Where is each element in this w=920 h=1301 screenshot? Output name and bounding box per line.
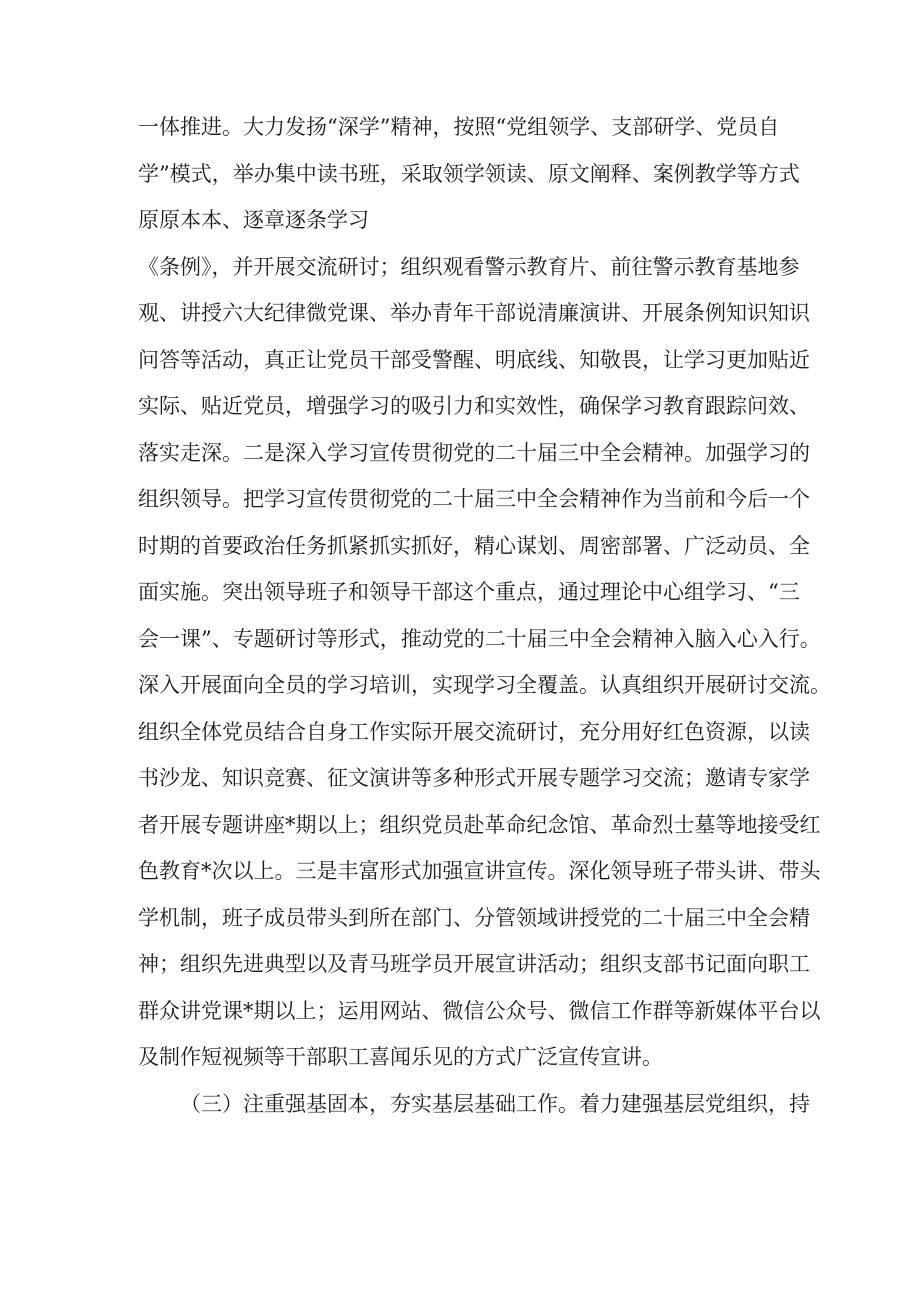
text-line: 观、讲授六大纪律微党课、举办青年干部说清廉演讲、开展条例知识知识 — [138, 301, 810, 325]
text-line: 组织全体党员结合自身工作实际开展交流研讨，充分用好红色资源，以读 — [138, 719, 810, 744]
text-line: 学机制，班子成员带头到所在部门、分管领域讲授党的二十届三中全会精 — [138, 905, 810, 930]
text-line: 面实施。突出领导班子和领导干部这个重点，通过理论中心组学习、“三 — [138, 580, 800, 604]
text-line: 者开展专题讲座*期以上；组织党员赴革命纪念馆、革命烈士墓等地接受红 — [138, 812, 821, 837]
text-line: 深入开展面向全员的学习培训，实现学习全覆盖。认真组织开展研讨交流。 — [138, 673, 831, 697]
section-heading-line: （三）注重强基固本，夯实基层基础工作。着力建强基层党组织，持 — [180, 1091, 810, 1116]
text-line: 一体推进。大力发扬“深学”精神，按照“党组领学、支部研学、党员自 — [138, 115, 780, 139]
text-line: 原原本本、逐章逐条学习 — [138, 208, 369, 232]
text-line: 实际、贴近党员，增强学习的吸引力和实效性，确保学习教育跟踪问效、 — [138, 394, 810, 418]
text-line: 问答等活动，真正让党员干部受警醒、明底线、知敬畏，让学习更加贴近 — [138, 347, 810, 372]
text-line: 组织领导。把学习宣传贯彻党的二十届三中全会精神作为当前和今后一个 — [138, 487, 810, 511]
text-line: 及制作短视频等干部职工喜闻乐见的方式广泛宣传宣讲。 — [138, 1045, 663, 1069]
text-line: 书沙龙、知识竞赛、征文演讲等多种形式开展专题学习交流；邀请专家学 — [138, 766, 810, 790]
body-text — [138, 104, 831, 1127]
text-line: 时期的首要政治任务抓紧抓实抓好，精心谋划、周密部署、广泛动员、全 — [138, 533, 810, 558]
text-line: 会一课”、专题研讨等形式，推动党的二十届三中全会精神入脑入心入行。 — [138, 626, 821, 651]
text-line: 神；组织先进典型以及青马班学员开展宣讲活动；组织支部书记面向职工 — [138, 952, 810, 976]
text-line: 落实走深。二是深入学习宣传贯彻党的二十届三中全会精神。加强学习的 — [138, 440, 810, 465]
text-line: 群众讲党课*期以上；运用网站、微信公众号、微信工作群等新媒体平台以 — [138, 998, 821, 1023]
text-line: 学”模式，举办集中读书班，采取领学领读、原文阐释、案例教学等方式 — [138, 161, 800, 186]
text-line: 《条例》，并开展交流研讨；组织观看警示教育片、前往警示教育基地参 — [138, 254, 800, 279]
text-line: 色教育*次以上。三是丰富形式加强宣讲宣传。深化领导班子带头讲、带头 — [138, 859, 821, 883]
